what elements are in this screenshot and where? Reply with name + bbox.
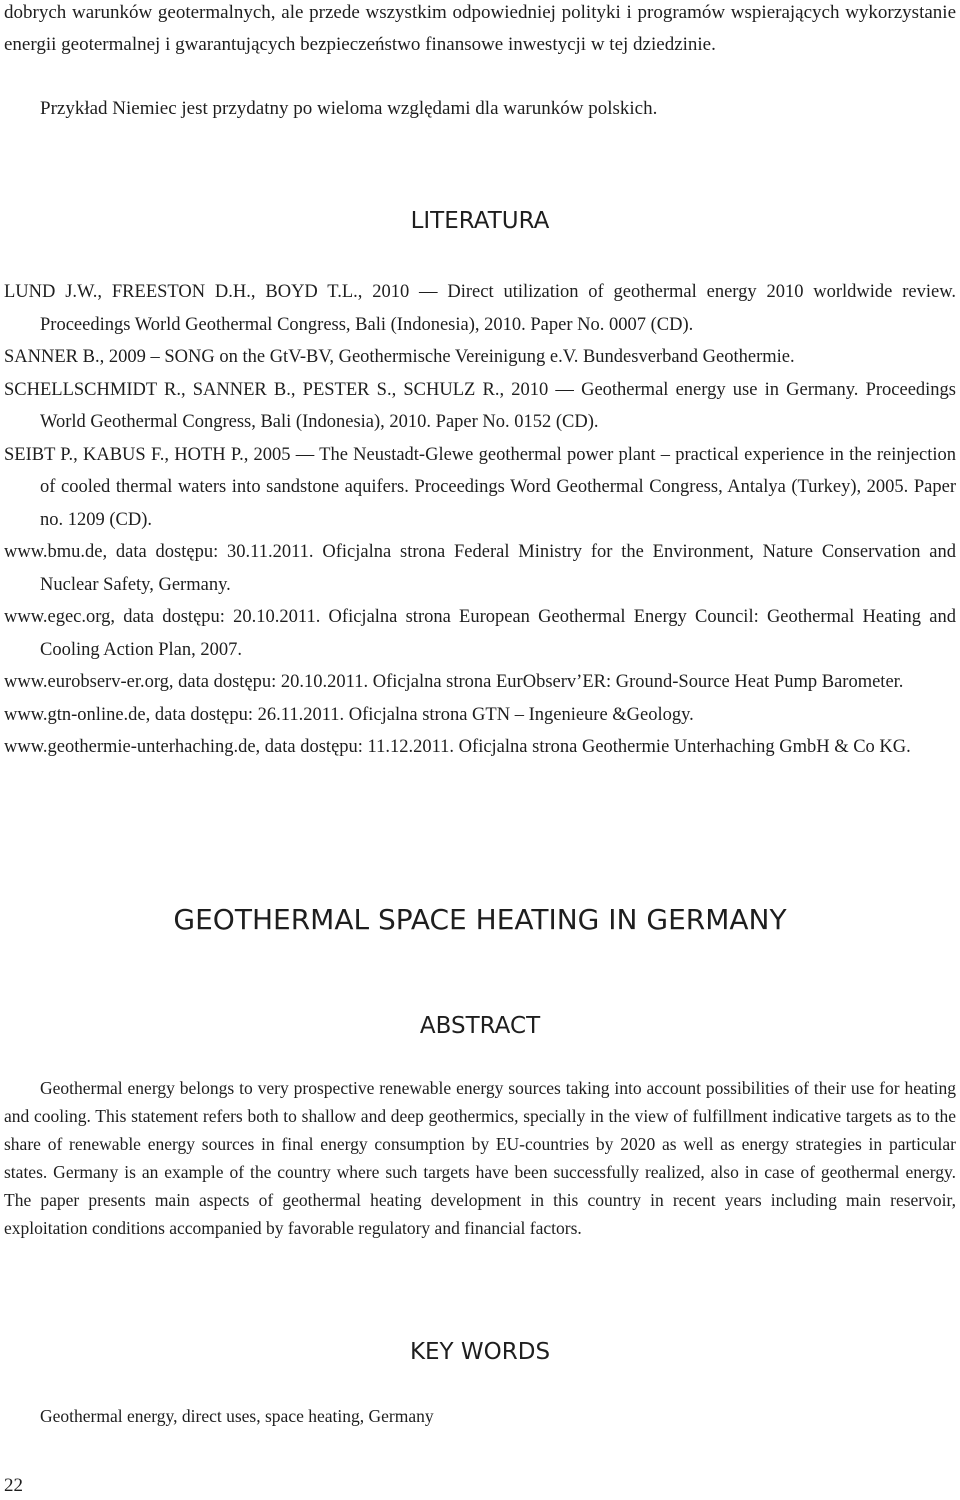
page-number: 22 (4, 1475, 23, 1496)
english-title: GEOTHERMAL SPACE HEATING IN GERMANY (173, 903, 787, 936)
reference-item: LUND J.W., FREESTON D.H., BOYD T.L., 2010 — Direct utilization of geothermal energy 2010 worldwide review. Proceedings World Geothermal Congress, Bali (Indonesia), 2010. Paper No. 0007 (CD). (4, 282, 956, 335)
abstract-text: Geothermal energy belongs to very prospective renewable energy sources taking into account possibilities of their use for heating and cooling. This statement refers both to shallow and deep geothermics, specially in the view of fulfillment indicative targets as to the share of renewable energy sources in final energy consumption by EU-countries by 2020 as well as energy strategies in particular states. Germany is an example of the country where such targets have been successfully realized, also in case of geothermal energy. The paper presents main aspects of geothermal heating development in this country in recent years including main reservoir, exploitation conditions accompanied by favorable regulatory and financial factors. (4, 1078, 956, 1238)
intro-paragraph-continuation: dobrych warunków geotermalnych, ale przede wszystkim odpowiedniej polityki i programów wspierających wykorzystanie energii geotermalnej i gwarantujących bezpieczeństwo finansowe inwestycji w tej dziedzinie. (4, 2, 956, 55)
reference-item: www.geothermie-unterhaching.de, data dostępu: 11.12.2011. Oficjalna strona Geothermie Unterhaching GmbH & Co KG. (4, 737, 911, 757)
reference-item: SEIBT P., KABUS F., HOTH P., 2005 — The Neustadt-Glewe geothermal power plant – practical experience in the reinjection of cooled thermal waters into sandstone aquifers. Proceedings Word Geothermal Congress, Antalya (Turkey), 2005. Paper no. 1209 (CD). (4, 444, 956, 530)
key-words-text: Geothermal energy, direct uses, space heating, Germany (40, 1406, 434, 1426)
intro-paragraph-second: Przykład Niemiec jest przydatny po wieloma względami dla warunków polskich. (40, 98, 658, 119)
reference-item: SCHELLSCHMIDT R., SANNER B., PESTER S., SCHULZ R., 2010 — Geothermal energy use in Germany. Proceedings World Geothermal Congress, Bali (Indonesia), 2010. Paper No. 0152 (CD). (4, 379, 956, 432)
key-words-heading: KEY WORDS (409, 1339, 551, 1365)
reference-item: www.egec.org, data dostępu: 20.10.2011. Oficjalna strona European Geothermal Energy Council: Geothermal Heating and Cooling Action Plan, 2007. (4, 607, 956, 660)
reference-list (4, 276, 956, 764)
reference-item: www.gtn-online.de, data dostępu: 26.11.2011. Oficjalna strona GTN – Ingenieure &Geology. (4, 704, 694, 725)
reference-item: www.bmu.de, data dostępu: 30.11.2011. Oficjalna strona Federal Ministry for the Environment, Nature Conservation and Nuclear Safety, Germany. (4, 542, 956, 595)
reference-item: www.eurobserv-er.org, data dostępu: 20.10.2011. Oficjalna strona EurObserv’ER: Ground-Source Heat Pump Barometer. (4, 672, 904, 692)
literature-heading: LITERATURA (410, 208, 550, 234)
abstract-heading: ABSTRACT (419, 1013, 541, 1039)
reference-item: SANNER B., 2009 – SONG on the GtV-BV, Geothermische Vereinigung e.V. Bundesverband Geothermie. (4, 347, 795, 367)
